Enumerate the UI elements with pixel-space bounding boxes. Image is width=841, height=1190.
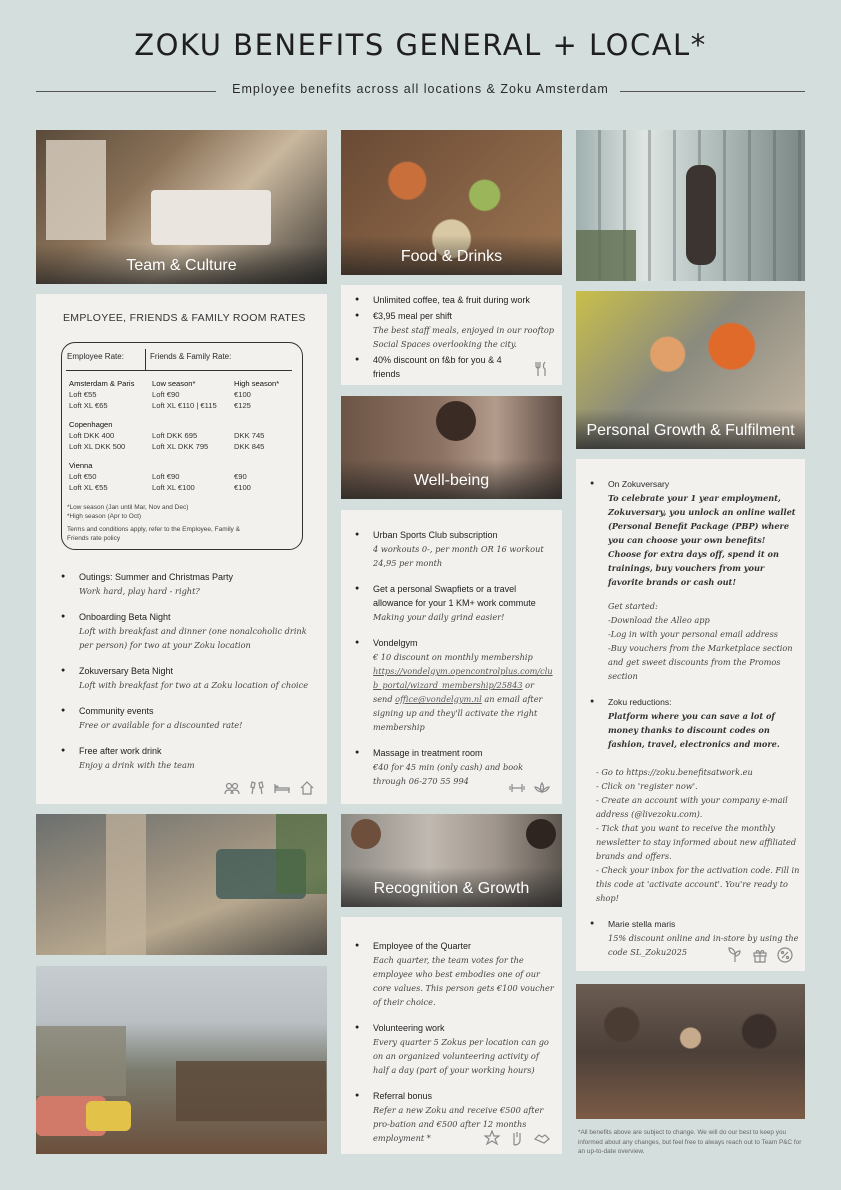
list-item: ● Onboarding Beta Night Loft with breakfast and dinner (one nonalcoholic drink per person) for two at your Zoku location <box>61 610 316 652</box>
plant-icon <box>727 947 743 963</box>
ams-low-loft: Loft €90 <box>152 390 180 399</box>
ams-high-loft: €100 <box>234 390 251 399</box>
msm-desc: 15% discount online and in-store by using the code SL_Zoku2025 <box>608 933 799 957</box>
note-high: *High season (Apr to Oct) <box>67 513 142 520</box>
people-icon <box>224 780 240 796</box>
team-culture-label: Team & Culture <box>36 244 327 284</box>
cph-high-xl: DKK 845 <box>234 442 265 451</box>
cheers-icon <box>249 780 265 796</box>
vie-high-loft: €90 <box>234 472 247 481</box>
rates-box <box>61 342 303 550</box>
recognition-list <box>355 939 555 1157</box>
list-item: ● Get a personal Swapfiets or a travel allowance for your 1 KM+ work commute Making your daily grind easier! <box>355 582 555 624</box>
wellbeing-label: Well-being <box>341 459 562 499</box>
food-drinks-photo <box>341 130 562 275</box>
bed-shape <box>151 190 271 245</box>
team-icons <box>224 780 315 796</box>
vondelgym-link[interactable]: https://vondelgym.opencontrolplus.com/club_portal/wizard_membership/25843 <box>373 666 553 690</box>
star-icon <box>484 1130 500 1146</box>
wellbeing-card <box>341 510 562 804</box>
ams-xl: Loft XL €65 <box>69 401 108 410</box>
vie-high-xl: €100 <box>234 483 251 492</box>
cph-low-xl: Loft XL DKK 795 <box>152 442 209 451</box>
list-item: ● Free after work drink Enjoy a drink with the team <box>61 744 316 772</box>
get-started-title: Get started: <box>608 601 658 611</box>
list-item: ● Massage in treatment room €40 for 45 min (only cash) and book through 06-270 55 994 <box>355 746 555 788</box>
list-item: ● Urban Sports Club subscription 4 workouts 0-, per month OR 16 workout 24,95 per month <box>355 528 555 570</box>
page-subtitle: Employee benefits across all locations & Zoku Amsterdam <box>36 82 805 96</box>
ams-high-xl: €125 <box>234 401 251 410</box>
growth-icons <box>727 947 793 963</box>
team-culture-photo <box>36 130 327 284</box>
lobby-photo <box>36 814 327 955</box>
lotus-icon <box>534 780 550 796</box>
reductions-item: ● Zoku reductions: Platform where you can save a lot of money thanks to discount codes on fashion, travel, electronics and more. - Go to https://zoku.benefitsatwork.eu - Click on 'register now'. - Create an account with your company e-mail address (@livezoku.com). - Tick that you want to receive the monthly newsletter to stay informed about new affiliated brands and offers. - Check your inbox for the activation code. Fill in this code at 'activate account'. You're ready to shop! <box>590 697 800 903</box>
zokuversary-title: On Zokuversary <box>608 479 670 489</box>
terms-note: Terms and conditions apply, refer to the Employee, Family & Friends rate policy <box>67 526 240 542</box>
person-shape <box>686 165 716 265</box>
list-item: ● Outings: Summer and Christmas Party Work hard, play hard - right? <box>61 570 316 598</box>
msm-title: Marie stella maris <box>608 919 676 929</box>
note-low: *Low season (Jan until Mar, Nov and Dec) <box>67 504 189 511</box>
wellbeing-photo <box>341 396 562 499</box>
team-benefits-list <box>61 570 316 784</box>
plants-shape <box>576 230 636 281</box>
handshake-icon <box>534 1130 550 1146</box>
get-started-step: -Buy vouchers from the Marketplace section and get sweet discounts from the Promos section <box>608 643 793 681</box>
high-season-header: High season* <box>234 379 280 388</box>
vie-city: Vienna <box>69 461 93 470</box>
team-culture-card <box>36 294 327 804</box>
vie-low-loft: Loft €90 <box>152 472 180 481</box>
reductions-step: - Go to https://zoku.benefitsatwork.eu <box>596 767 753 777</box>
ams-low-xl: Loft XL €110 | €115 <box>152 401 217 410</box>
food-icons <box>534 361 550 377</box>
column-divider <box>145 349 146 371</box>
cph-low-loft: Loft DKK 695 <box>152 431 198 440</box>
ff-rate-header: Friends & Family Rate: <box>150 352 232 361</box>
reductions-step: - Click on 'register now'. <box>596 781 698 791</box>
zokuversary-desc1: To celebrate your 1 year employment, Zokuversary, you unlock an online wallet (Personal Benefit Package (PBP) where you can choose your own benefits! <box>608 493 796 545</box>
recognition-card <box>341 917 562 1154</box>
zokuversary-item: ● On Zokuversary To celebrate your 1 year employment, Zokuversary, you unlock an online wallet (Personal Benefit Package (PBP) where you can choose your own benefits! Choose for extra days off, spend it on trainings, buy vouchers from your favorite brands or cash out! Get started: -Download the Alleo app -Log in with your personal email address -Buy vouchers from the Marketplace section and get sweet discounts from the Promos section <box>590 477 800 683</box>
vie-loft: Loft €50 <box>69 472 97 481</box>
list-item: ● Zokuversary Beta Night Loft with breakfast for two at a Zoku location of choice <box>61 664 316 692</box>
wall-art <box>46 140 106 240</box>
rates-rows <box>67 378 299 493</box>
reductions-step: - Check your inbox for the activation code. Fill in this code at 'activate account'. You're ready to shop! <box>596 865 800 903</box>
reductions-desc: Platform where you can save a lot of money thanks to discount codes on fashion, travel, electronics and more. <box>608 711 780 749</box>
food-drinks-card <box>341 285 562 385</box>
building-shape <box>36 1026 126 1096</box>
plant-shape <box>276 814 327 894</box>
recognition-photo <box>341 814 562 907</box>
greenhouse-photo <box>576 130 805 281</box>
reductions-step: - Tick that you want to receive the monthly newsletter to stay informed about new affiliated brands and offers. <box>596 823 797 861</box>
hand-icon <box>509 1130 525 1146</box>
reductions-step: - Create an account with your company e-mail address (@livezoku.com). <box>596 795 788 819</box>
rates-heading: EMPLOYEE, FRIENDS & FAMILY ROOM RATES <box>63 312 306 324</box>
personal-growth-card <box>576 459 805 971</box>
deck-shape <box>176 1061 326 1121</box>
rooftop-photo <box>36 966 327 1154</box>
footnote: *All benefits above are subject to change. We will do our best to keep you informed about any changes, but feel free to always reach out to Team P&C for an up-to-date overview. <box>578 1129 802 1155</box>
season-notes <box>67 503 188 521</box>
low-season-header: Low season* <box>152 379 196 388</box>
list-item: ● €3,95 meal per shift The best staff meals, enjoyed in our rooftop Social Spaces overlooking the city. <box>355 309 555 351</box>
gift-icon <box>752 947 768 963</box>
crowd-photo <box>576 984 805 1119</box>
vie-xl: Loft XL €55 <box>69 483 108 492</box>
vondelgym-email-link[interactable]: office@vondelgym.nl <box>395 694 482 704</box>
subtitle-row <box>36 82 805 100</box>
cutlery-icon <box>534 361 550 377</box>
person-head-left <box>351 819 381 849</box>
employee-rate-header: Employee Rate: <box>67 352 124 361</box>
list-item: ● 40% discount on f&b for you & 4 friends <box>355 353 505 381</box>
bed-icon <box>274 780 290 796</box>
get-started-step: -Log in with your personal email address <box>608 629 778 639</box>
ams-loft: Loft €55 <box>69 390 97 399</box>
get-started-step: -Download the Alleo app <box>608 615 710 625</box>
list-item: ● Employee of the Quarter Each quarter, the team votes for the employee who best embodies one of our core values. This person gets €100 voucher of their choice. <box>355 939 555 1009</box>
home-icon <box>299 780 315 796</box>
person-head <box>436 401 476 441</box>
vie-low-xl: Loft XL €100 <box>152 483 195 492</box>
person-head-right <box>526 819 556 849</box>
food-benefits-list <box>355 293 555 383</box>
header-divider <box>66 370 292 371</box>
list-item: ● Vondelgym € 10 discount on monthly membership https://vondelgym.opencontrolplus.com/club_portal/wizard_membership/25843 or send office@vondelgym.nl an email after signing up and they'll activate the right membership <box>355 636 555 734</box>
cph-high-loft: DKK 745 <box>234 431 265 440</box>
recognition-icons <box>484 1130 550 1146</box>
shelf-shape <box>106 814 146 955</box>
cph-loft: Loft DKK 400 <box>69 431 115 440</box>
growth-content <box>590 477 800 959</box>
list-item: ● Community events Free or available for a discounted rate! <box>61 704 316 732</box>
food-drinks-label: Food & Drinks <box>341 235 562 275</box>
cph-city: Copenhagen <box>69 420 113 429</box>
personal-growth-label: Personal Growth & Fulfilment <box>576 409 805 449</box>
discount-icon <box>777 947 793 963</box>
msm-item: ● Marie stella maris 15% discount online and in-store by using the code SL_Zoku2025 <box>590 919 799 957</box>
page-title: ZOKU BENEFITS GENERAL + LOCAL* <box>134 28 707 62</box>
reductions-title: Zoku reductions: <box>608 697 672 707</box>
cph-xl: Loft XL DKK 500 <box>69 442 126 451</box>
zokuversary-desc2: Choose for extra days off, spend it on trainings, buy vouchers from your favorite brands or cash out! <box>608 549 779 587</box>
wellbeing-icons <box>509 780 550 796</box>
wellbeing-list <box>355 528 555 800</box>
personal-growth-photo <box>576 291 805 449</box>
dumbbell-icon <box>509 780 525 796</box>
list-item: ● Volunteering work Every quarter 5 Zokus per location can go on an organized volunteering activity of half a day (part of your working hours) <box>355 1021 555 1077</box>
recognition-label: Recognition & Growth <box>341 867 562 907</box>
cushion-yellow <box>86 1101 131 1131</box>
list-item: ● Referral bonus Refer a new Zoku and receive €500 after pro-bation and €500 after 12 months employment * <box>355 1089 555 1145</box>
ams-city: Amsterdam & Paris <box>69 379 135 388</box>
list-item: ● Unlimited coffee, tea & fruit during work <box>355 293 555 307</box>
